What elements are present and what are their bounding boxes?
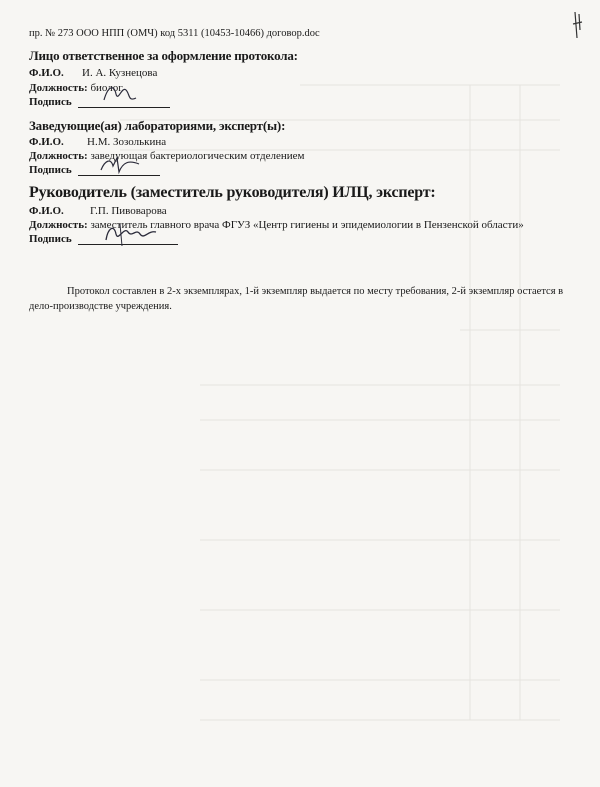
ilc-head-fio-row bbox=[29, 205, 64, 217]
ilc-head-position-row bbox=[29, 219, 524, 231]
lab-head-signature-row bbox=[29, 164, 160, 176]
fio-label: Ф.И.О. bbox=[29, 205, 64, 217]
signature-label: Подпись bbox=[29, 96, 72, 108]
ilc-head-signature-row bbox=[29, 233, 178, 245]
ilc-head-title: Руководитель (заместитель руководителя) ИЛЦ, эксперт: bbox=[29, 184, 436, 201]
signature-line bbox=[78, 97, 170, 108]
signature-label: Подпись bbox=[29, 233, 72, 245]
position-label: Должность: bbox=[29, 150, 88, 162]
document-header: пр. № 273 ООО НПП (ОМЧ) код 5311 (10453-10466) договор.doc bbox=[29, 28, 320, 39]
signature-line bbox=[78, 165, 160, 176]
lab-head-position-row bbox=[29, 150, 305, 162]
responsible-signature-row bbox=[29, 96, 170, 108]
corner-scribble-icon bbox=[571, 10, 585, 40]
responsible-fio-row bbox=[29, 67, 64, 79]
lab-heads-title: Заведующие(ая) лабораториями, эксперт(ы): bbox=[29, 118, 286, 133]
signature-label: Подпись bbox=[29, 164, 72, 176]
fio-label: Ф.И.О. bbox=[29, 67, 64, 79]
lab-head-fio-value: Н.М. Зозолькина bbox=[87, 136, 167, 148]
position-value: заместитель главного врача ФГУЗ «Центр гигиены и эпидемиологии в Пензенской области» bbox=[90, 219, 524, 231]
protocol-copies-note: Протокол составлен в 2-х экземплярах, 1-й экземпляр выдается по месту требования, 2-й экземпляр остается в дело-производстве учреждения. bbox=[29, 286, 564, 312]
position-label: Должность: bbox=[29, 219, 88, 231]
lab-head-fio-row bbox=[29, 136, 64, 148]
responsible-position-row bbox=[29, 82, 123, 94]
responsible-person-title: Лицо ответственное за оформление протокола: bbox=[29, 48, 298, 63]
responsible-fio-value: И. А. Кузнецова bbox=[82, 67, 158, 79]
position-value: биолог bbox=[90, 82, 123, 94]
fio-label: Ф.И.О. bbox=[29, 136, 64, 148]
position-value: заведующая бактериологическим отделением bbox=[90, 150, 305, 162]
signature-line bbox=[78, 234, 178, 245]
position-label: Должность: bbox=[29, 82, 88, 94]
ilc-head-fio-value: Г.П. Пивоварова bbox=[90, 205, 167, 217]
